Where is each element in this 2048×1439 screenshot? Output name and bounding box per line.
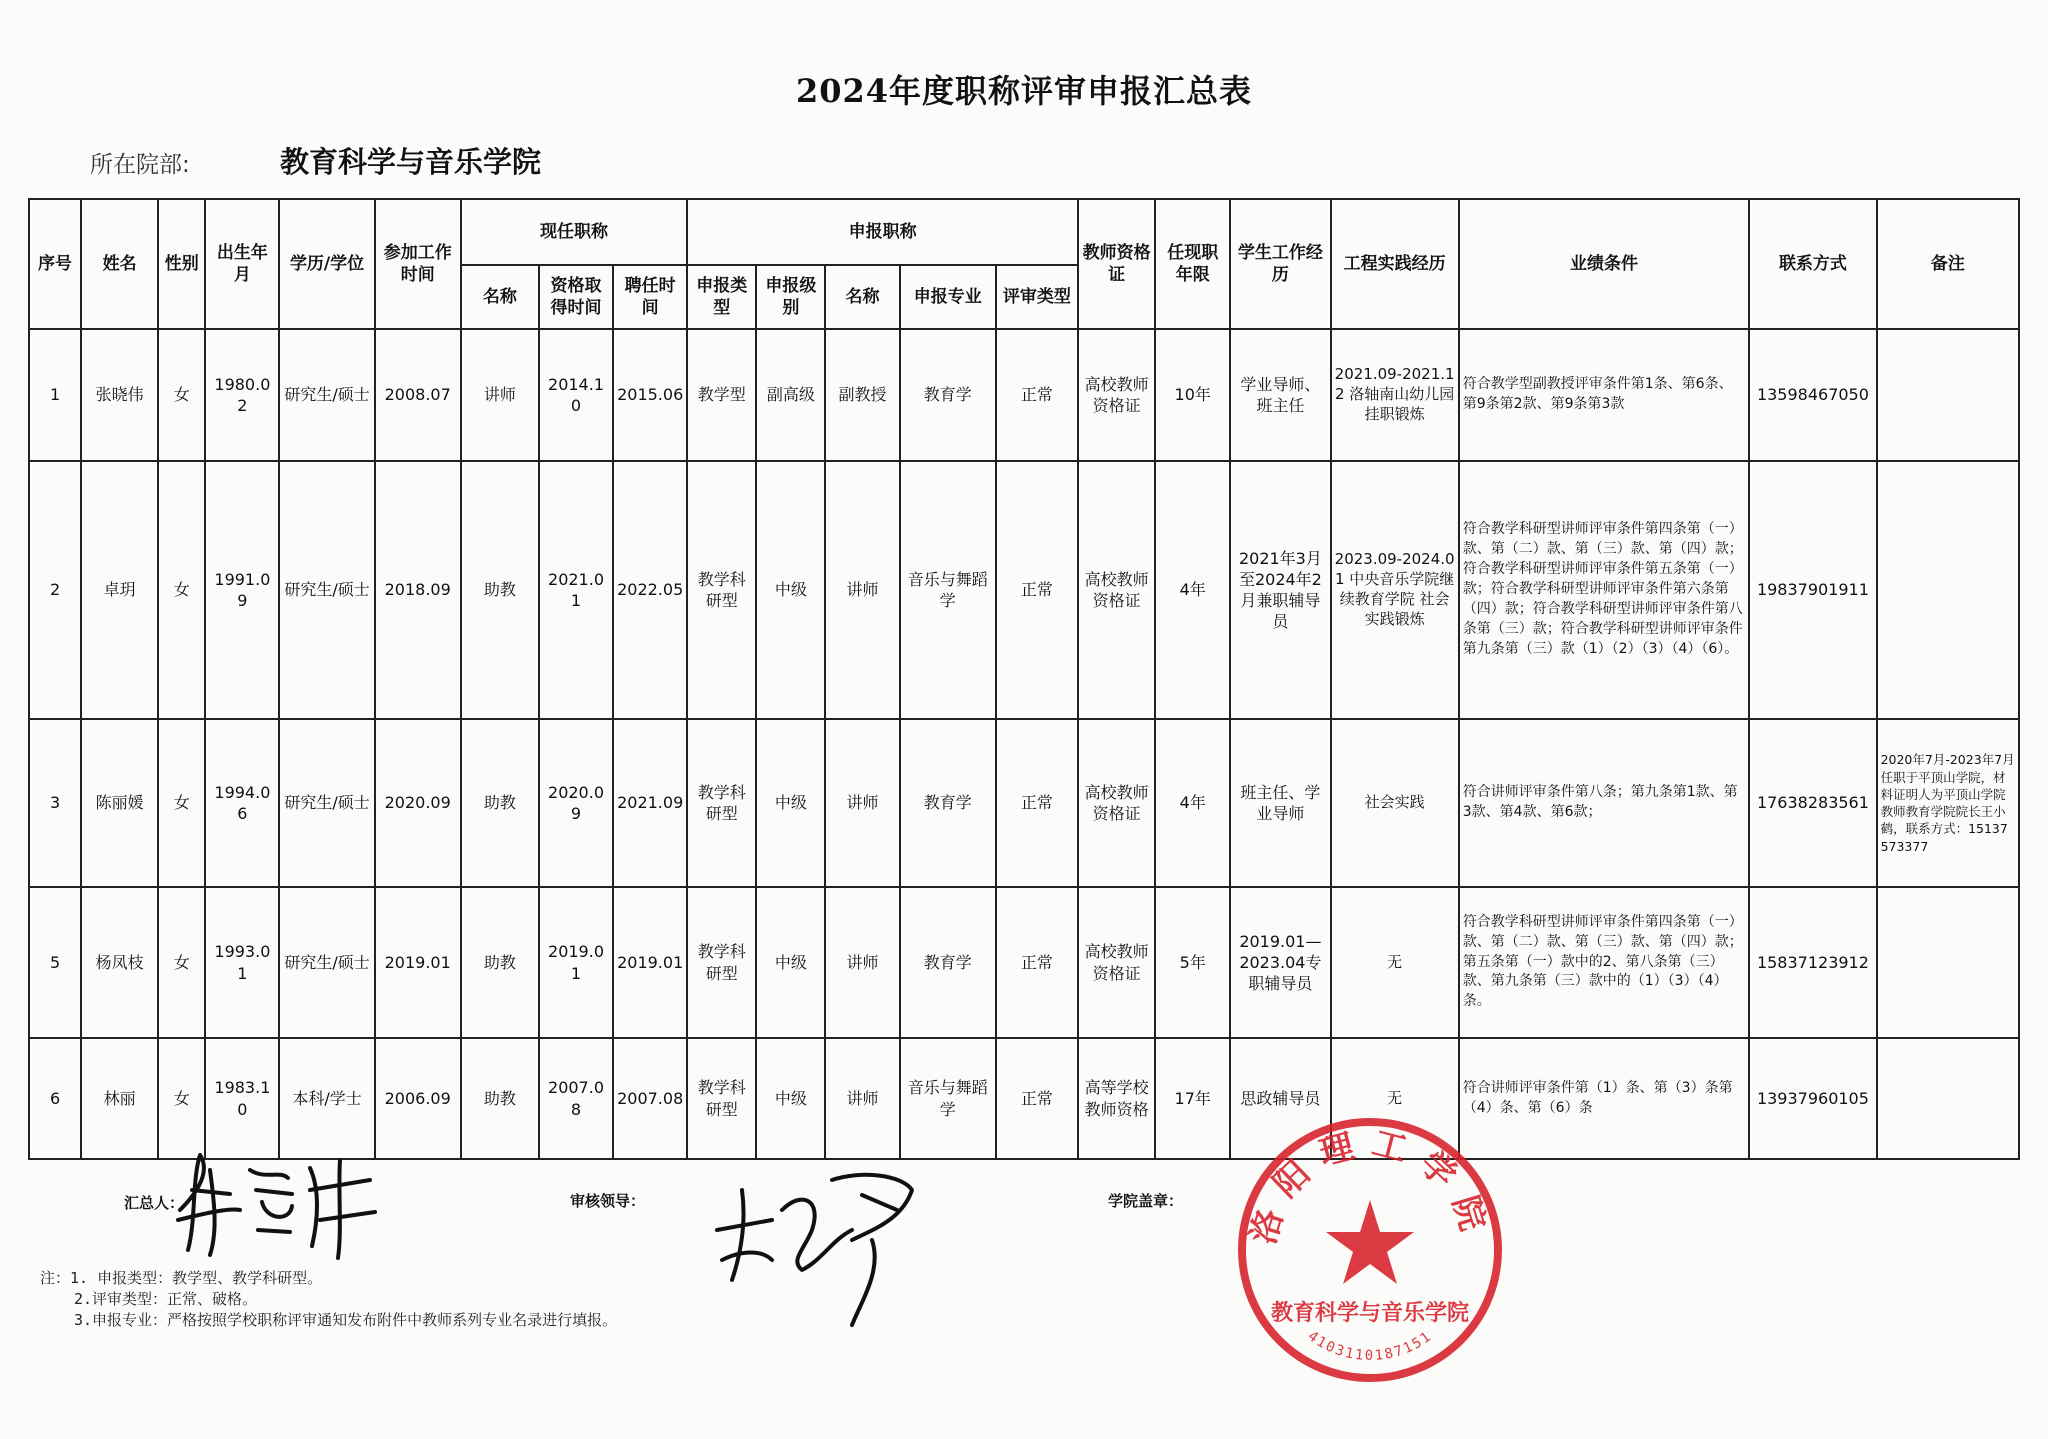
cell-review-type: 正常	[996, 1038, 1078, 1159]
cell-name: 张晓伟	[81, 329, 158, 461]
cell-current-name: 助教	[461, 719, 539, 887]
cell-apply-type: 教学科研型	[687, 719, 756, 887]
cell-apply-name: 讲师	[825, 461, 899, 719]
cell-name: 卓玥	[81, 461, 158, 719]
cell-practice: 2021.09-2021.12 洛轴南山幼儿园挂职锻炼	[1331, 329, 1459, 461]
seal-dept-text: 教育科学与音乐学院	[1270, 1301, 1470, 1326]
compiler-signature	[170, 1150, 380, 1260]
cell-current-qual-time: 2019.01	[539, 887, 613, 1038]
cell-current-hire-time: 2019.01	[613, 887, 687, 1038]
table-row	[29, 1038, 2019, 1159]
cell-contact: 15837123912	[1749, 887, 1876, 1038]
cell-apply-major: 音乐与舞蹈学	[900, 461, 996, 719]
cell-name: 杨凤枝	[81, 887, 158, 1038]
cell-apply-type: 教学科研型	[687, 887, 756, 1038]
header-apply-title-group: 申报职称	[687, 199, 1078, 265]
cell-apply-name: 讲师	[825, 719, 899, 887]
cell-current-qual-time: 2020.09	[539, 719, 613, 887]
cell-work-start: 2006.09	[375, 1038, 461, 1159]
reviewer-label: 审核领导：	[570, 1192, 646, 1210]
cell-work-start: 2008.07	[375, 329, 461, 461]
cell-remark	[1877, 887, 2019, 1038]
table-row	[29, 719, 2019, 887]
cell-practice: 社会实践	[1331, 719, 1459, 887]
header-gender: 性别	[158, 199, 205, 329]
cell-certificate: 高等学校教师资格	[1078, 1038, 1155, 1159]
cell-performance: 符合讲师评审条件第（1）条、第（3）条第（4）条、第（6）条	[1459, 1038, 1750, 1159]
cell-student-work: 思政辅导员	[1230, 1038, 1330, 1159]
header-education: 学历/学位	[279, 199, 374, 329]
header-current-qual-time: 资格取得时间	[539, 265, 613, 329]
cell-student-work: 2019.01—2023.04专职辅导员	[1230, 887, 1330, 1038]
cell-contact: 17638283561	[1749, 719, 1876, 887]
cell-student-work: 学业导师、班主任	[1230, 329, 1330, 461]
cell-apply-major: 教育学	[900, 329, 996, 461]
cell-seq: 2	[29, 461, 81, 719]
cell-current-hire-time: 2022.05	[613, 461, 687, 719]
cell-apply-level: 副高级	[756, 329, 825, 461]
cell-apply-name: 副教授	[825, 329, 899, 461]
cell-seq: 1	[29, 329, 81, 461]
cell-remark: 2020年7月-2023年7月任职于平顶山学院，材料证明人为平顶山学院教师教育学院院长王小鹤，联系方式：15137573377	[1877, 719, 2019, 887]
header-performance: 业绩条件	[1459, 199, 1750, 329]
header-years: 任现职年限	[1155, 199, 1230, 329]
cell-student-work: 2021年3月至2024年2月兼职辅导员	[1230, 461, 1330, 719]
cell-work-start: 2019.01	[375, 887, 461, 1038]
cell-practice: 无	[1331, 887, 1459, 1038]
cell-certificate: 高校教师资格证	[1078, 887, 1155, 1038]
cell-remark	[1877, 461, 2019, 719]
cell-performance: 符合教学型副教授评审条件第1条、第6条、第9条第2款、第9条第3款	[1459, 329, 1750, 461]
cell-birth: 1983.10	[205, 1038, 279, 1159]
header-certificate: 教师资格证	[1078, 199, 1155, 329]
cell-seq: 3	[29, 719, 81, 887]
header-apply-major: 申报专业	[900, 265, 996, 329]
cell-apply-major: 音乐与舞蹈学	[900, 1038, 996, 1159]
department-value: 教育科学与音乐学院	[280, 145, 542, 179]
header-current-hire-time: 聘任时间	[613, 265, 687, 329]
cell-apply-type: 教学科研型	[687, 1038, 756, 1159]
cell-apply-name: 讲师	[825, 1038, 899, 1159]
cell-contact: 13598467050	[1749, 329, 1876, 461]
cell-review-type: 正常	[996, 329, 1078, 461]
cell-performance: 符合讲师评审条件第八条；第九条第1款、第3款、第4款、第6款；	[1459, 719, 1750, 887]
note-line: 2.评审类型：正常、破格。	[74, 1290, 258, 1308]
cell-birth: 1993.01	[205, 887, 279, 1038]
svg-text:4103110187151	[1305, 1328, 1435, 1364]
college-seal	[1230, 1110, 1510, 1390]
cell-current-hire-time: 2021.09	[613, 719, 687, 887]
header-apply-level: 申报级别	[756, 265, 825, 329]
cell-contact: 13937960105	[1749, 1038, 1876, 1159]
cell-remark	[1877, 329, 2019, 461]
cell-education: 研究生/硕士	[279, 329, 374, 461]
document-title: 2024年度职称评审申报汇总表	[795, 72, 1253, 110]
cell-review-type: 正常	[996, 887, 1078, 1038]
cell-birth: 1991.09	[205, 461, 279, 719]
cell-apply-level: 中级	[756, 887, 825, 1038]
cell-contact: 19837901911	[1749, 461, 1876, 719]
cell-apply-level: 中级	[756, 719, 825, 887]
header-seq: 序号	[29, 199, 81, 329]
cell-years: 10年	[1155, 329, 1230, 461]
cell-practice: 无	[1331, 1038, 1459, 1159]
compiler-label: 汇总人：	[124, 1194, 185, 1212]
cell-work-start: 2018.09	[375, 461, 461, 719]
cell-apply-major: 教育学	[900, 719, 996, 887]
cell-current-name: 讲师	[461, 329, 539, 461]
summary-table	[28, 198, 2020, 1160]
cell-education: 本科/学士	[279, 1038, 374, 1159]
header-current-title-group: 现任职称	[461, 199, 687, 265]
cell-remark	[1877, 1038, 2019, 1159]
cell-education: 研究生/硕士	[279, 719, 374, 887]
cell-years: 17年	[1155, 1038, 1230, 1159]
cell-current-name: 助教	[461, 461, 539, 719]
table-row	[29, 887, 2019, 1038]
cell-work-start: 2020.09	[375, 719, 461, 887]
cell-apply-level: 中级	[756, 1038, 825, 1159]
cell-name: 陈丽媛	[81, 719, 158, 887]
seal-label: 学院盖章：	[1108, 1192, 1184, 1210]
seal-school-text: 洛阳理工学院	[1243, 1123, 1497, 1249]
seal-code-text: 4103110187151	[1304, 1328, 1436, 1364]
cell-years: 4年	[1155, 461, 1230, 719]
cell-apply-name: 讲师	[825, 887, 899, 1038]
header-review-type: 评审类型	[996, 265, 1078, 329]
cell-apply-level: 中级	[756, 461, 825, 719]
cell-student-work: 班主任、学业导师	[1230, 719, 1330, 887]
cell-current-hire-time: 2007.08	[613, 1038, 687, 1159]
cell-performance: 符合教学科研型讲师评审条件第四条第（一）款、第（二）款、第（三）款、第（四）款；第五条第（一）款中的2、第八条第（三）款、第九条第（三）款中的（1）（3）（4）条。	[1459, 887, 1750, 1038]
cell-gender: 女	[158, 719, 205, 887]
header-name: 姓名	[81, 199, 158, 329]
cell-certificate: 高校教师资格证	[1078, 719, 1155, 887]
cell-practice: 2023.09-2024.01 中央音乐学院继续教育学院 社会实践锻炼	[1331, 461, 1459, 719]
cell-current-qual-time: 2014.10	[539, 329, 613, 461]
cell-apply-major: 教育学	[900, 887, 996, 1038]
cell-review-type: 正常	[996, 461, 1078, 719]
cell-name: 林丽	[81, 1038, 158, 1159]
department-label: 所在院部:	[90, 152, 190, 178]
cell-apply-type: 教学科研型	[687, 461, 756, 719]
header-birth: 出生年月	[205, 199, 279, 329]
note-line: 注：1. 申报类型：教学型、教学科研型。	[40, 1269, 323, 1287]
cell-birth: 1994.06	[205, 719, 279, 887]
header-remark: 备注	[1877, 199, 2019, 329]
table-row	[29, 329, 2019, 461]
cell-education: 研究生/硕士	[279, 461, 374, 719]
cell-seq: 6	[29, 1038, 81, 1159]
header-apply-type: 申报类型	[687, 265, 756, 329]
cell-review-type: 正常	[996, 719, 1078, 887]
table-row	[29, 461, 2019, 719]
reviewer-signature	[712, 1150, 922, 1330]
cell-performance: 符合教学科研型讲师评审条件第四条第（一）款、第（二）款、第（三）款、第（四）款；符合教学科研型讲师评审条件第五条第（一）款；符合教学科研型讲师评审条件第六条第（四）款；符合教学科研型讲师评审条件第八条第（三）款；符合教学科研型讲师评审条件第九条第（三）款（1）（2）（3）（4）（6）。	[1459, 461, 1750, 719]
cell-gender: 女	[158, 1038, 205, 1159]
cell-current-qual-time: 2007.08	[539, 1038, 613, 1159]
note-line: 3.申报专业：严格按照学校职称评审通知发布附件中教师系列专业名录进行填报。	[74, 1311, 618, 1329]
cell-certificate: 高校教师资格证	[1078, 329, 1155, 461]
header-student-work: 学生工作经历	[1230, 199, 1330, 329]
cell-certificate: 高校教师资格证	[1078, 461, 1155, 719]
cell-current-name: 助教	[461, 1038, 539, 1159]
cell-apply-type: 教学型	[687, 329, 756, 461]
cell-years: 4年	[1155, 719, 1230, 887]
header-contact: 联系方式	[1749, 199, 1876, 329]
header-work-start: 参加工作时间	[375, 199, 461, 329]
cell-current-name: 助教	[461, 887, 539, 1038]
header-practice: 工程实践经历	[1331, 199, 1459, 329]
cell-education: 研究生/硕士	[279, 887, 374, 1038]
cell-current-hire-time: 2015.06	[613, 329, 687, 461]
cell-birth: 1980.02	[205, 329, 279, 461]
cell-years: 5年	[1155, 887, 1230, 1038]
cell-current-qual-time: 2021.01	[539, 461, 613, 719]
cell-seq: 5	[29, 887, 81, 1038]
cell-gender: 女	[158, 887, 205, 1038]
cell-gender: 女	[158, 461, 205, 719]
notes-block	[40, 1268, 617, 1331]
cell-gender: 女	[158, 329, 205, 461]
header-apply-name: 名称	[825, 265, 899, 329]
header-current-name: 名称	[461, 265, 539, 329]
